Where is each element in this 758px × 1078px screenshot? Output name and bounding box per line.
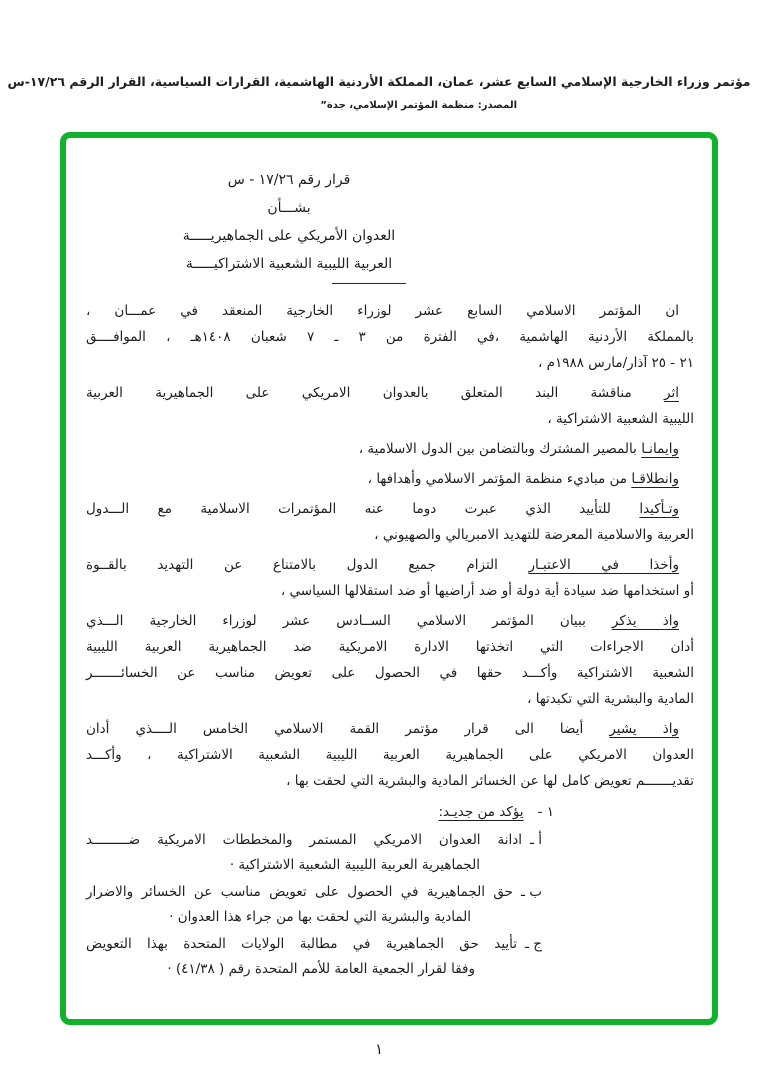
preamble-paragraph-8 [86,716,694,794]
page-number: ١ [374,1040,384,1058]
paragraph-line: الليبية الشعبية الاشتراكية ، [547,411,694,427]
document-frame [60,132,718,1025]
item-line: المادية والبشرية التي لحقت بها من جراء هذا العدوان · [169,909,472,925]
list-marker: أ ـ [530,832,542,848]
paragraph-line: الشعبية الاشتراكية وأكـــد حقها في الحصول على تعويض مناسب عن الخسائـــــــر [86,665,694,681]
resolution-title [89,166,489,278]
resolution-number: قرار رقم ١٧/٢٦ - س [227,172,351,188]
line-rest: التزام جميع الدول بالامتناع عن التهديد بالقــوة [86,557,529,573]
line-rest: مناقشة البند المتعلق بالعدوان الامريكي على الجماهيرية العربية [86,385,665,401]
paragraph-line: العدوان الامريكي على الجماهيرية العربية الليبية الشعبية الاشتراكية ، وأكـــد [86,747,694,763]
title-subject-line-1: العدوان الأمريكي على الجماهيريـــــة [182,228,396,244]
list-item-c [86,932,542,982]
list-item-a [86,828,542,878]
line-rest: أيضا الى قرار مؤتمر القمة الاسلامي الخامس الــــذي أدان [86,721,610,737]
paragraph-line: أو استخدامها ضد سيادة أية دولة أو ضد أراضيها أو ضد استقلالها السياسي ، [280,583,694,599]
item-line: ادانة العدوان الامريكي المستمر والمخططات الامريكية ضـــــــــد [86,832,522,848]
item-line: الجماهيرية العربية الليبية الشعبية الاشتراكية · [229,857,480,873]
preamble-paragraph-3 [86,436,694,462]
preamble-paragraph-4 [86,466,694,492]
paragraph-line: ٢١ - ٢٥ آذار/مارس ١٩٨٨م ، [537,355,694,371]
paragraph-line: العربية والاسلامية المعرضة للتهديد الامبريالي والصهيوني ، [374,527,694,543]
item-line: تأييد حق الجماهيرية في مطالبة الولايات المتحدة بهذا التعويض [86,936,518,952]
paragraph-line [86,716,694,742]
resolution-body [86,298,694,982]
operative-list [86,828,542,982]
list-item-text [86,932,517,982]
line-rest: ببيان المؤتمر الاسلامي الســادس عشر لوزراء الخارجية الـــذي [86,613,612,629]
preamble-paragraph-7 [86,608,694,712]
source-line: المصدر: منظمة المؤتمر الإسلامي، جدة” [320,100,517,111]
lead-word: وايمانـا [641,441,679,457]
item-line: حق الجماهيرية في الحصول على تعويض مناسب عن الخسائر والاضرار [86,884,514,900]
paragraph-line [86,608,694,634]
operative-number: ١ - [537,804,554,820]
lead-word: واذ يذكر [611,613,679,629]
operative-heading: يؤكد من جديـد: [438,804,524,820]
citation-header: مؤتمر وزراء الخارجية الإسلامي السابع عشر، عمان، المملكة الأردنية الهاشمية، القرارات السياسية، القرار الرقم ١٧/٢٦-س [7,74,751,89]
preamble-paragraph-1 [86,298,694,376]
list-marker: ب ـ [521,884,542,900]
paragraph-line: تقديـــــــم تعويض كامل لها عن الخسائر المادية والبشرية التي لحقت بها ، [286,773,694,789]
lead-word: وانطلاقـا [631,471,679,487]
list-item-text [86,828,522,878]
lead-word: وأخذا في الاعتبـار [528,557,680,573]
paragraph-line: ان المؤتمر الاسلامي السابع عشر لوزراء الخارجية المنعقد في عمـــان ، [86,303,679,319]
preamble-paragraph-6 [86,552,694,604]
title-subject-line-2: العربية الليبية الشعبية الاشتراكيـــــة [185,256,393,272]
list-marker: ج ـ [525,936,542,952]
title-regarding: بشـــأن [267,200,311,216]
lead-word: واذ يشير [609,721,679,737]
line-rest: من مباديء منظمة المؤتمر الاسلامي وأهدافها ، [367,471,632,487]
paragraph-line [86,466,694,492]
list-item-text [86,880,513,930]
paragraph-line [86,552,694,578]
paragraph-line: بالمملكة الأردنية الهاشمية ،في الفترة من ٣ ـ ٧ شعبان ١٤٠٨هـ ، الموافــــق [86,329,694,345]
preamble-paragraph-2 [86,380,694,432]
lead-word: اثر [664,385,679,401]
lead-word: وتـأكيدا [639,501,679,517]
title-divider [332,283,406,284]
paragraph-line [86,380,694,406]
paragraph-line: أدان الاجراءات التي اتخذتها الادارة الامريكية ضد الجماهيرية العربية الليبية [86,639,694,655]
line-rest: للتأييد الذي عبرت دوما عنه المؤتمرات الاسلامية مع الـــدول [86,501,640,517]
operative-clause-1 [86,799,554,826]
item-line: وفقا لقرار الجمعية العامة للأمم المتحدة رقم ( ٤١/٣٨) · [167,961,476,977]
preamble-paragraph-5 [86,496,694,548]
paragraph-line: المادية والبشرية التي تكبدتها ، [527,691,694,707]
line-rest: بالمصير المشترك وبالتضامن بين الدول الاسلامية ، [358,441,642,457]
paragraph-line [86,496,694,522]
list-item-b [86,880,542,930]
paragraph-line [86,436,694,462]
